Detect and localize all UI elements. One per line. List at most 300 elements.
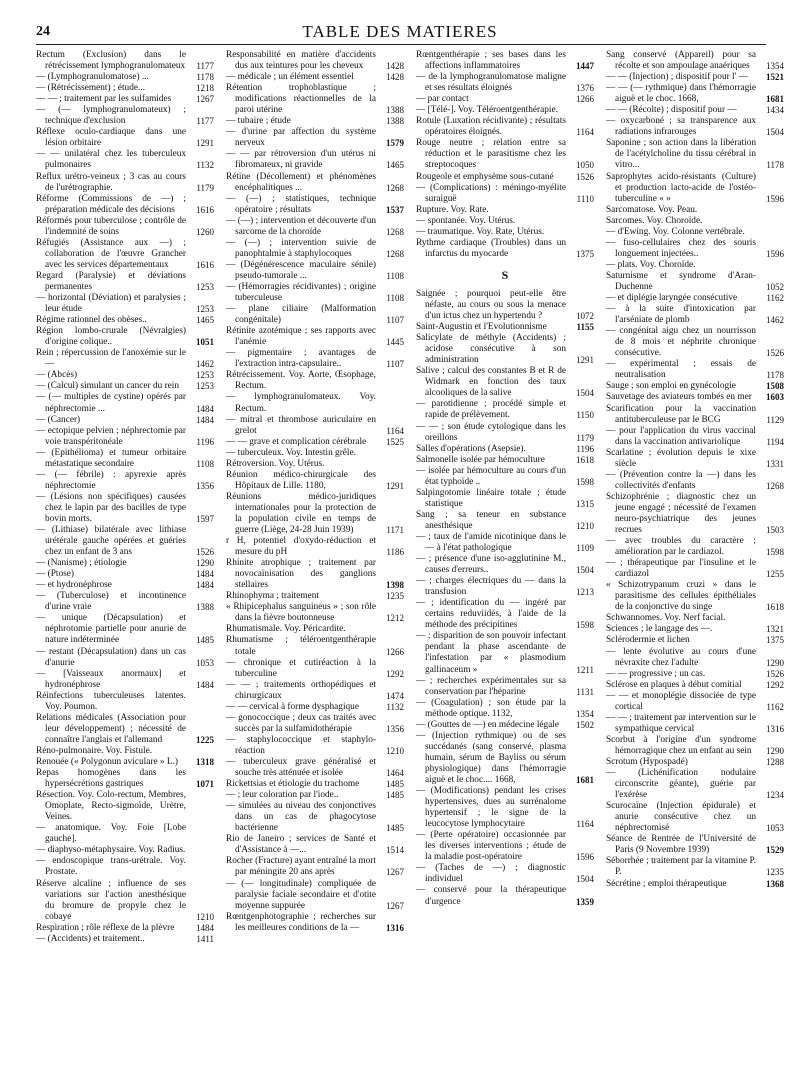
index-column-2: [226, 50, 404, 934]
entry-text: — pour l'application du virus vaccinal dans la vaccination antivariolique: [606, 425, 756, 447]
entry-text: — ; disparition de son pouvoir infectant pendant la phase ascendante de l'infestation par « plasmodium gallinaceum »: [416, 631, 566, 675]
entry-text: Scurocaïne (Injection épidurale) et anurie consécutive chez un néphrectomisé: [606, 801, 756, 834]
index-entry: [416, 105, 594, 116]
entry-text: — par contact: [416, 94, 469, 105]
index-entry: [226, 735, 404, 757]
index-entry: [36, 326, 214, 348]
entry-text: — — ; traitements orthopédiques et chirurgicaux: [226, 679, 376, 701]
entry-page-number: 1537: [386, 204, 404, 215]
entry-page-number: 1210: [386, 745, 404, 756]
entry-page-number: 1526: [766, 348, 784, 359]
entry-page-number: 1291: [386, 480, 404, 491]
index-entry: [36, 448, 214, 470]
entry-page-number: 1316: [766, 723, 784, 734]
index-entry: [36, 426, 214, 448]
entry-text: — (Perte opératoire) occasionnée par les diverses interventions ; étude de la maladie post-opératoire: [416, 830, 566, 863]
index-entry: [606, 271, 784, 293]
entry-text: — ectopique pelvien ; néphrectomie par voie transpéritonéale: [36, 425, 186, 447]
index-entry: [416, 466, 594, 488]
entry-text: Saponine ; son action dans la libération de l'acétylcholine du tissu cérébral in vitro...: [606, 138, 756, 171]
index-entry: [416, 322, 594, 333]
entry-page-number: 1616: [196, 204, 214, 215]
index-entry: [36, 856, 214, 878]
index-entry: [36, 94, 214, 105]
entry-page-number: 1508: [766, 381, 784, 392]
index-entry: [606, 260, 784, 271]
entry-text: — avec troubles du caractère ; amélioration par le cardiazol.: [606, 536, 756, 558]
entry-page-number: 1465: [386, 160, 404, 171]
entry-text: Saignée ; pourquoi peut-elle être néfaste, au cours ou sous la menace d'un ictus chez un hypertendu ?: [416, 288, 566, 322]
entry-text: Scorbut à l'origine d'un syndrome hémorragique chez un enfant au sein: [606, 734, 756, 756]
entry-text: — mitral et thrombose auriculaire en grelot: [226, 414, 376, 436]
entry-text: Rétrécissement. Voy. Aorte, Œsophage, Rectum.: [226, 370, 376, 392]
index-entry: [606, 691, 784, 713]
entry-page-number: 1268: [766, 480, 784, 491]
entry-page-number: 1681: [576, 775, 594, 785]
entry-page-number: 1210: [576, 520, 594, 531]
entry-text: — fuso-cellulaires chez des souris longuement injectées..: [606, 237, 756, 259]
entry-page-number: 1428: [386, 72, 404, 83]
index-entry: [226, 415, 404, 437]
index-entry: [226, 326, 404, 348]
index-entry: [226, 149, 404, 171]
index-entry: [36, 105, 214, 127]
entry-page-number: 1253: [196, 370, 214, 381]
index-entry: [606, 326, 784, 359]
entry-text: — plane ciliaire (Malformation congénitale): [226, 304, 376, 326]
entry-page-number: 1447: [576, 61, 594, 72]
entry-text: — ; leur coloration par l'iode..: [226, 790, 339, 801]
entry-page-number: 1514: [386, 845, 404, 856]
index-entry: [36, 691, 214, 713]
entry-page-number: 1267: [196, 94, 214, 105]
index-entry: [416, 731, 594, 786]
entry-page-number: 1318: [196, 757, 214, 767]
index-entry: [606, 404, 784, 426]
entry-text: — tubaire ; étude: [226, 116, 291, 127]
entry-page-number: 1504: [576, 388, 594, 399]
entry-page-number: 1253: [196, 281, 214, 292]
index-entry: [416, 172, 594, 183]
entry-page-number: 1485: [386, 823, 404, 834]
entry-text: Rotule (Luxation récidivante) ; résultats opératoires éloignés.: [416, 116, 566, 138]
entry-text: — (Taches de —) ; diagnostic individuel: [416, 863, 566, 885]
entry-page-number: 1218: [196, 83, 214, 94]
entry-page-number: 1129: [766, 414, 784, 425]
entry-page-number: 1150: [576, 410, 594, 421]
entry-text: — et hydronéphrose: [36, 580, 112, 591]
index-entry: [416, 698, 594, 720]
index-entry: [606, 856, 784, 878]
entry-text: — (Lymphogranulomatose) ...: [36, 72, 149, 83]
index-entry: [416, 676, 594, 698]
entry-page-number: 1072: [576, 311, 594, 322]
entry-page-number: 1315: [576, 498, 594, 509]
index-entry: [416, 488, 594, 510]
entry-text: — spontanée. Voy. Utérus.: [416, 215, 516, 226]
index-entry: [416, 399, 594, 421]
entry-text: — de la lymphogranulomatose maligne et ses résultats éloignés: [416, 72, 566, 94]
entry-text: — (Lésions non spécifiques) causées chez le lapin par des bacilles de type bovin morts.: [36, 491, 186, 524]
entry-text: — oxycarboné ; sa transparence aux radiations infrarouges: [606, 116, 756, 138]
entry-text: Rœntgenthérapie ; ses bases dans les affections inflammatoires: [416, 50, 566, 72]
entry-page-number: 1596: [766, 193, 784, 204]
index-column-1: [36, 50, 214, 945]
entry-text: — (—) ; intervention et découverte d'un sarcome de la choroïde: [226, 215, 376, 237]
entry-page-number: 1052: [766, 281, 784, 292]
entry-page-number: 1132: [386, 701, 404, 712]
entry-text: — (Lichénification nodulaire circonscrite géante), guérie par l'exérèse: [606, 768, 756, 801]
entry-text: Rougeole et emphysème sous-cutané: [416, 171, 554, 182]
entry-page-number: 1235: [386, 591, 404, 602]
entry-text: Sciences ; le langage des —.: [606, 624, 713, 635]
index-entry: [36, 348, 214, 370]
entry-page-number: 1484: [196, 679, 214, 690]
index-entry: [226, 83, 404, 116]
entry-page-number: 1484: [196, 403, 214, 414]
entry-page-number: 1316: [386, 922, 404, 933]
entry-page-number: 1529: [766, 845, 784, 856]
index-entry: [226, 912, 404, 934]
index-column-4: [606, 50, 784, 890]
entry-text: — ; thérapeutique par l'insuline et le cardiazol: [606, 558, 756, 580]
entry-text: — unique (Décapsulation) et néphrotomie partielle pour anurie de nature indéterminée: [36, 613, 186, 646]
entry-text: Région lombo-crurale (Névralgies) d'origine colique..: [36, 326, 186, 348]
entry-text: — — ; traitement par les sulfamides: [36, 94, 172, 105]
index-entry: [36, 415, 214, 426]
index-entry: [36, 613, 214, 646]
index-entry: [606, 647, 784, 669]
entry-text: Réforme (Commissions de —) ; préparation médicale des décisions: [36, 193, 186, 215]
page-number: 24: [36, 24, 50, 39]
entry-text: Salmonelle isolée par hémoculture: [416, 454, 545, 465]
entry-page-number: 1579: [386, 138, 404, 149]
entry-text: Sauvetage des aviateurs tombés en mer: [606, 392, 752, 403]
entry-page-number: 1268: [386, 226, 404, 237]
index-entry: [606, 72, 784, 83]
entry-text: — tuberculeux grave généralisé et souche très atténuée et isolée: [226, 757, 376, 779]
index-entry: [36, 194, 214, 216]
entry-page-number: 1597: [196, 513, 214, 524]
index-entry: [226, 834, 404, 856]
entry-text: Rétine (Décollement) et phénomènes encéphalitiques ...: [226, 171, 376, 193]
index-entry: [226, 72, 404, 83]
entry-page-number: 1107: [386, 359, 404, 370]
entry-page-number: 1485: [196, 635, 214, 646]
entry-page-number: 1464: [386, 768, 404, 779]
entry-text: — (Rétrécissement) ; étude...: [36, 83, 145, 94]
entry-page-number: 1292: [386, 668, 404, 679]
entry-page-number: 1132: [196, 160, 214, 171]
entry-text: — horizontal (Déviation) et paralysies ; leur étude: [36, 293, 186, 315]
entry-text: Séance de Rentrée de l'Université de Paris (9 Novembre 1939): [606, 834, 756, 856]
index-entry: [606, 624, 784, 635]
entry-page-number: 1179: [576, 432, 594, 443]
entry-page-number: 1162: [766, 701, 784, 712]
index-entry: [226, 591, 404, 602]
entry-text: — isolée par hémoculture au cours d'un état typhoïde ..: [416, 465, 566, 487]
entry-page-number: 1618: [766, 602, 784, 613]
entry-text: — gonococcique ; deux cas traités avec succès par la sulfamidothérapie: [226, 712, 376, 734]
entry-page-number: 1354: [576, 708, 594, 719]
entry-text: — (Complications) : méningo-myélite suraiguë: [416, 182, 566, 204]
index-entry: [226, 757, 404, 779]
index-entry: [226, 282, 404, 304]
index-entry: [606, 635, 784, 646]
entry-page-number: 1321: [766, 624, 784, 635]
entry-text: Repas homogènes dans les hypersécrétions gastriques: [36, 768, 186, 790]
entry-text: — (Abcès): [36, 370, 78, 381]
entry-text: — staphylococcique et staphylo-réaction: [226, 734, 376, 756]
entry-text: — (Injection rythmique) ou de ses succédanés (sang conservé, plasma humain, sérum de Bayliss ou sérum physiologique) dans l'hémorragie aiguë et le choc.... 1668,: [416, 730, 566, 785]
index-entry: [226, 348, 404, 370]
index-entry: [226, 448, 404, 459]
index-entry: [416, 720, 594, 731]
entry-text: Réformés pour tuberculose ; contrôle de l'indemnité de soins: [36, 215, 186, 237]
index-entry: [226, 116, 404, 127]
entry-page-number: 1356: [386, 723, 404, 734]
entry-page-number: 1503: [766, 525, 784, 536]
entry-page-number: 1504: [576, 874, 594, 885]
entry-text: — [Vaisseaux anormaux] et hydronéphrose: [36, 668, 186, 690]
entry-text: Réserve alcaline ; influence de ses variations sur l'action anesthésique du bromure de propyle chez le cobaye: [36, 878, 186, 922]
index-entry: [36, 746, 214, 757]
index-entry: [36, 934, 214, 945]
entry-text: — parotidienne ; procédé simple et rapide de prélèvement.: [416, 399, 566, 421]
entry-text: — anatomique. Voy. Foie [Lobe gauche].: [36, 823, 186, 845]
index-entry: [226, 437, 404, 448]
index-entry: [416, 576, 594, 598]
entry-page-number: 1179: [196, 182, 214, 193]
entry-page-number: 1212: [386, 613, 404, 624]
index-entry: [606, 757, 784, 768]
entry-text: — lymphogranulomateux. Voy. Rectum.: [226, 392, 376, 414]
index-entry: [226, 658, 404, 680]
entry-page-number: 1596: [576, 852, 594, 863]
entry-page-number: 1196: [576, 443, 594, 454]
entry-page-number: 1253: [196, 304, 214, 315]
index-entry: [416, 455, 594, 466]
index-entry: [416, 863, 594, 885]
index-entry: [226, 713, 404, 735]
entry-text: Rétroversion. Voy. Utérus.: [226, 458, 325, 469]
entry-text: Sarcomatose. Voy. Peau.: [606, 204, 698, 215]
entry-text: Rhumatismale. Voy. Péricardite.: [226, 624, 346, 635]
entry-text: Rythme cardiaque (Troubles) dans un infarctus du myocarde: [416, 237, 566, 259]
entry-page-number: 1603: [766, 392, 784, 403]
entry-page-number: 1681: [766, 94, 784, 105]
entry-text: — — grave et complication cérébrale: [226, 436, 367, 447]
index-entry: [226, 260, 404, 282]
entry-text: Rio de Janeiro ; services de Santé et d'Assistance à —...: [226, 834, 376, 856]
index-entry: [36, 127, 214, 149]
entry-page-number: 1109: [576, 543, 594, 554]
entry-page-number: 1474: [386, 690, 404, 701]
entry-text: Réno-pulmonaire. Voy. Fistule.: [36, 745, 153, 756]
entry-text: — (Ptose): [36, 569, 74, 580]
entry-text: Saprophytes acido-résistants (Culture) et production lacto-acide de l'ostéo-tuberculine « »: [606, 171, 756, 204]
index-entry: [36, 823, 214, 845]
entry-text: — d'urine par affection du système nerveux: [226, 127, 376, 149]
index-entry: [36, 580, 214, 591]
entry-text: — — (Récolte) ; dispositif pour —: [606, 105, 737, 116]
entry-page-number: 1485: [386, 790, 404, 801]
index-column-3: [416, 50, 594, 908]
entry-page-number: 1484: [196, 414, 214, 425]
entry-text: — ; taux de l'amide nicotinique dans le — à l'état pathologique: [416, 531, 566, 554]
index-entry: [226, 879, 404, 912]
entry-page-number: 1465: [196, 315, 214, 326]
entry-text: Sang ; sa teneur en substance anesthésique: [416, 509, 566, 531]
entry-page-number: 1521: [766, 72, 784, 83]
entry-text: — (Lithiase) bilatérale avec lithiase urétérale gauche opérées et guéries chez un enfant de 3 ans: [36, 525, 186, 558]
entry-page-number: 1268: [386, 248, 404, 259]
entry-text: — (Nanisme) ; étiologie: [36, 558, 127, 569]
index-entry: [606, 105, 784, 116]
entry-text: — (— longitudinale) compliquée de paralysie faciale secondaire et d'otite moyenne suppurée: [226, 878, 376, 911]
entry-page-number: 1504: [576, 565, 594, 576]
entry-page-number: 1255: [766, 569, 784, 580]
index-entry: [416, 205, 594, 216]
entry-page-number: 1462: [766, 315, 784, 326]
entry-page-number: 1288: [766, 757, 784, 767]
index-entry: [606, 205, 784, 216]
index-entry: [226, 492, 404, 536]
index-entry: [36, 172, 214, 194]
entry-page-number: 1485: [386, 779, 404, 790]
entry-page-number: 1388: [386, 105, 404, 116]
entry-text: Renouée (« Polygonun aviculare » L.): [36, 757, 178, 767]
page-title: TABLE DES MATIERES: [302, 22, 498, 41]
index-entry: [226, 602, 404, 624]
index-entry: [416, 50, 594, 72]
index-entry: [36, 370, 214, 381]
index-entry: [416, 786, 594, 830]
entry-page-number: 1178: [196, 72, 214, 83]
entry-text: Sclérodermie et lichen: [606, 635, 690, 646]
entry-page-number: 1266: [386, 646, 404, 657]
entry-page-number: 1484: [196, 580, 214, 591]
index-entry: [36, 238, 214, 271]
entry-text: — — cervical à forme dysphagique: [226, 701, 359, 712]
entry-page-number: 1171: [386, 525, 404, 536]
index-entry: [606, 768, 784, 801]
entry-page-number: 1177: [196, 116, 214, 127]
entry-page-number: 1598: [576, 620, 594, 631]
index-entry: [416, 366, 594, 399]
index-entry: [226, 50, 404, 72]
index-entry: [416, 510, 594, 532]
entry-text: Respiration ; rôle réflexe de la plèvre: [36, 922, 175, 933]
entry-text: — congénital aigu chez un nourrisson de 8 mois et néphrite chronique consécutive.: [606, 326, 756, 359]
index-entry: [606, 680, 784, 691]
entry-text: — (—) ; statistiques, technique opératoire ; résultats: [226, 193, 376, 215]
entry-page-number: 1598: [576, 476, 594, 487]
entry-page-number: 1598: [766, 547, 784, 558]
index-entry: [416, 532, 594, 554]
entry-text: — (Calcul) simulant un cancer du rein: [36, 381, 180, 392]
entry-page-number: 1108: [386, 293, 404, 304]
entry-text: — (Prévention contre la —) dans les collectivités d'enfants: [606, 469, 756, 491]
index-entry: [606, 536, 784, 558]
entry-page-number: 1178: [766, 160, 784, 171]
entry-page-number: 1445: [386, 337, 404, 348]
index-entry: [606, 216, 784, 227]
index-entry: [606, 426, 784, 448]
index-entry: [606, 172, 784, 205]
entry-text: — lente évolutive au cours d'une névraxite chez l'adulte: [606, 646, 756, 668]
entry-page-number: 1107: [386, 315, 404, 326]
index-entry: [226, 392, 404, 414]
index-entry: [606, 238, 784, 260]
index-entry: [36, 923, 214, 934]
entry-page-number: 1290: [196, 558, 214, 569]
index-entry: [606, 293, 784, 304]
entry-page-number: 1213: [576, 587, 594, 598]
index-entry: [226, 370, 404, 392]
entry-text: Salicylate de méthyle (Accidents) ; acidose consécutive à son administration: [416, 333, 566, 366]
entry-text: — (Cancer): [36, 414, 81, 425]
entry-page-number: 1504: [766, 127, 784, 138]
entry-text: Rein ; répercussion de l'anoxémie sur le —: [36, 348, 186, 370]
index-entry: [606, 713, 784, 735]
index-entry: [606, 492, 784, 536]
index-entry: [416, 94, 594, 105]
entry-page-number: 1110: [576, 193, 594, 204]
index-entry: [36, 315, 214, 326]
index-entry: [36, 381, 214, 392]
index-entry: [606, 227, 784, 238]
index-entry: [226, 702, 404, 713]
index-entry: [416, 598, 594, 631]
section-letter: S: [501, 267, 509, 282]
index-entry: [606, 558, 784, 580]
entry-text: Schwannomes. Voy. Nerf facial.: [606, 613, 726, 624]
index-entry: [416, 333, 594, 366]
entry-text: Régime rationnel des obèses..: [36, 315, 147, 326]
entry-page-number: 1354: [766, 61, 784, 72]
entry-page-number: 1398: [386, 580, 404, 591]
entry-text: Rhinite atrophique ; traitement par novocaïnisation des ganglions stellaires: [226, 558, 376, 591]
index-entry: [226, 216, 404, 238]
entry-text: r H, potentiel d'oxydo-réduction et mesure du pH: [226, 536, 376, 558]
entry-page-number: 1267: [386, 900, 404, 911]
entry-text: — ; présence d'une iso-agglutinine M., causes d'erreurs..: [416, 554, 566, 576]
index-entry: [416, 138, 594, 171]
entry-page-number: 1194: [766, 436, 784, 447]
index-entry: [226, 304, 404, 326]
entry-text: Reflux urétro-veineux ; 3 cas au cours de l'urétrographie.: [36, 171, 186, 193]
index-entry: [36, 669, 214, 691]
entry-page-number: 1292: [766, 679, 784, 690]
index-entry: [36, 72, 214, 83]
entry-text: Rupture. Voy. Rate.: [416, 204, 489, 215]
entry-text: — — progressive ; un cas.: [606, 668, 706, 679]
entry-text: — médicale ; un élément essentiel: [226, 72, 354, 83]
index-entry: [36, 558, 214, 569]
entry-text: — (Tuberculose) et incontinence d'urine vraie: [36, 591, 186, 613]
index-entry: [226, 624, 404, 635]
entry-page-number: 1526: [196, 547, 214, 558]
index-entry: [36, 768, 214, 790]
entry-text: — (Coagulation) ; son étude par la méthode optique. 1132,: [416, 697, 566, 719]
entry-page-number: 1526: [576, 171, 594, 182]
entry-text: Réflexe oculo-cardiaque dans une lésion orbitaire: [36, 127, 186, 149]
entry-page-number: 1376: [576, 83, 594, 94]
index-entry: [606, 116, 784, 138]
index-entry: [416, 554, 594, 576]
index-entry: [36, 525, 214, 558]
